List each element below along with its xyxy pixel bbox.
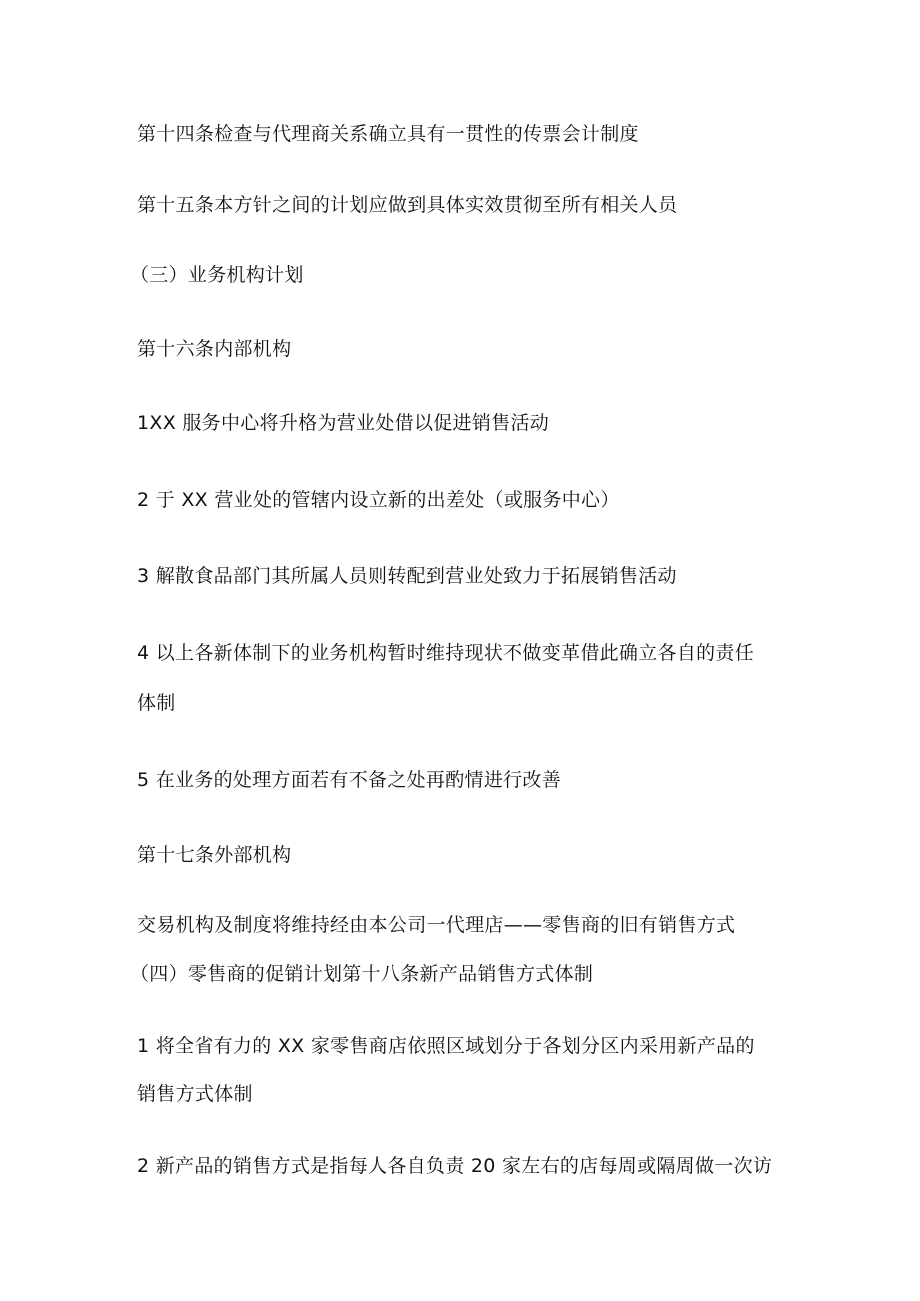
- text-line: 体制: [137, 692, 176, 714]
- text-line: 2 新产品的销售方式是指每人各自负责 20 家左右的店每周或隔周做一次访: [137, 1155, 773, 1177]
- text-line: 1XX 服务中心将升格为营业处借以促进销售活动: [137, 412, 550, 434]
- text-line: 第十六条内部机构: [137, 338, 292, 360]
- text-line: 销售方式体制: [137, 1083, 253, 1105]
- text-line: 第十五条本方针之间的计划应做到具体实效贯彻至所有相关人员: [137, 194, 678, 216]
- section-heading: （三）业务机构计划: [130, 264, 304, 286]
- text-line: 第十四条检查与代理商关系确立具有一贯性的传票会计制度: [137, 123, 639, 145]
- text-line: 第十七条外部机构: [137, 844, 292, 866]
- section-heading: （四）零售商的促销计划第十八条新产品销售方式体制: [130, 963, 594, 985]
- text-line: 1 将全省有力的 XX 家零售商店依照区域划分于各划分区内采用新产品的: [137, 1035, 755, 1057]
- text-line: 2 于 XX 营业处的管辖内设立新的出差处（或服务中心）: [137, 489, 620, 511]
- text-line: 3 解散食品部门其所属人员则转配到营业处致力于拓展销售活动: [137, 565, 677, 587]
- text-line: 交易机构及制度将维持经由本公司一代理店——零售商的旧有销售方式: [137, 914, 736, 936]
- text-line: 5 在业务的处理方面若有不备之处再酌情进行改善: [137, 769, 562, 791]
- text-line: 4 以上各新体制下的业务机构暂时维持现状不做变革借此确立各自的责任: [137, 642, 755, 664]
